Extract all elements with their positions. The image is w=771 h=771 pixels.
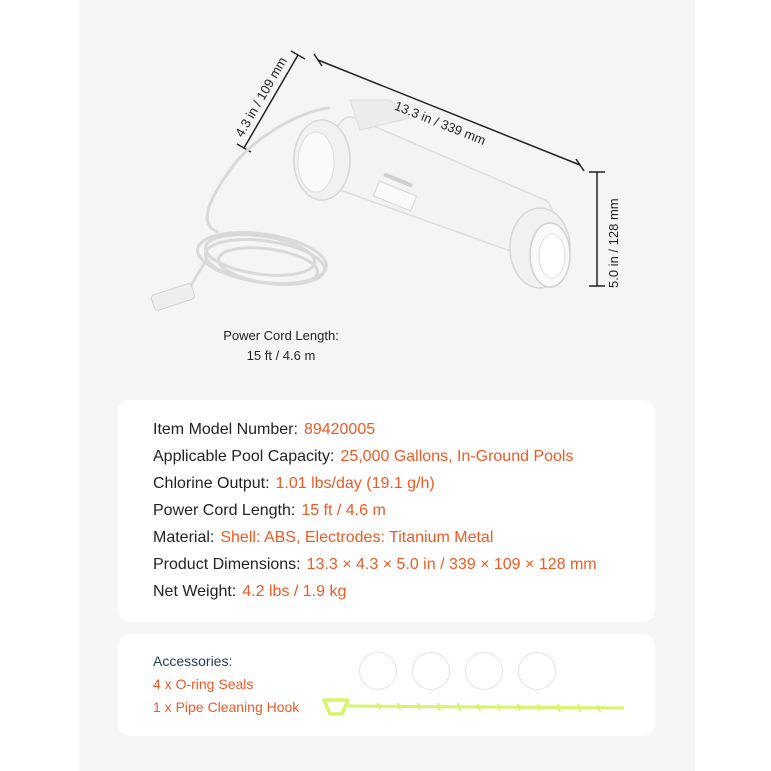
spec-value: 4.2 lbs / 1.9 kg <box>242 583 347 600</box>
cord-length-caption <box>196 326 366 366</box>
oring-seal-icon <box>465 652 503 690</box>
spec-value: 15 ft / 4.6 m <box>301 502 386 519</box>
left-union <box>294 120 350 200</box>
right-union <box>510 208 570 288</box>
oring-seal-icon <box>518 652 556 690</box>
length-dimension-label: 13.3 in / 339 mm <box>392 98 488 148</box>
accessories-title: Accessories: <box>153 653 233 669</box>
spec-value: 25,000 Gallons, In-Ground Pools <box>340 448 574 465</box>
spec-row-material <box>153 528 493 548</box>
cord-plug <box>151 283 196 311</box>
cord-caption-line2: 15 ft / 4.6 m <box>246 348 316 363</box>
spec-label: Applicable Pool Capacity: <box>153 448 335 465</box>
height-dimension-label: 5.0 in / 128 mm <box>606 198 621 288</box>
spec-row-dimensions <box>153 555 597 575</box>
spec-value: Shell: ABS, Electrodes: Titanium Metal <box>220 529 494 546</box>
oring-seal-icon <box>359 652 397 690</box>
spec-label: Net Weight: <box>153 583 237 600</box>
accessory-item-orings: 4 x O-ring Seals <box>153 676 254 692</box>
spec-row-weight <box>153 582 346 602</box>
spec-label: Item Model Number: <box>153 421 298 438</box>
spec-label: Material: <box>153 529 215 546</box>
accessories-card <box>118 634 655 736</box>
spec-row-chlorine-output <box>153 474 435 494</box>
spec-row-capacity <box>153 447 573 467</box>
spec-label: Power Cord Length: <box>153 502 296 519</box>
spec-value: 89420005 <box>303 421 376 438</box>
spec-row-model <box>153 420 375 440</box>
spec-label: Product Dimensions: <box>153 556 301 573</box>
spec-row-cord-length <box>153 501 386 521</box>
cord-caption-line1: Power Cord Length: <box>223 328 339 343</box>
spec-value: 13.3 × 4.3 × 5.0 in / 339 × 109 × 128 mm <box>306 556 597 573</box>
oring-seal-icon <box>412 652 450 690</box>
spec-label: Chlorine Output: <box>153 475 270 492</box>
width-dimension-label: 4.3 in / 109 mm <box>232 54 290 140</box>
spec-value: 1.01 lbs/day (19.1 g/h) <box>275 475 435 492</box>
specifications-card <box>118 400 655 622</box>
pipe-cleaning-hook-icon <box>318 694 628 720</box>
accessory-item-hook: 1 x Pipe Cleaning Hook <box>153 699 300 715</box>
